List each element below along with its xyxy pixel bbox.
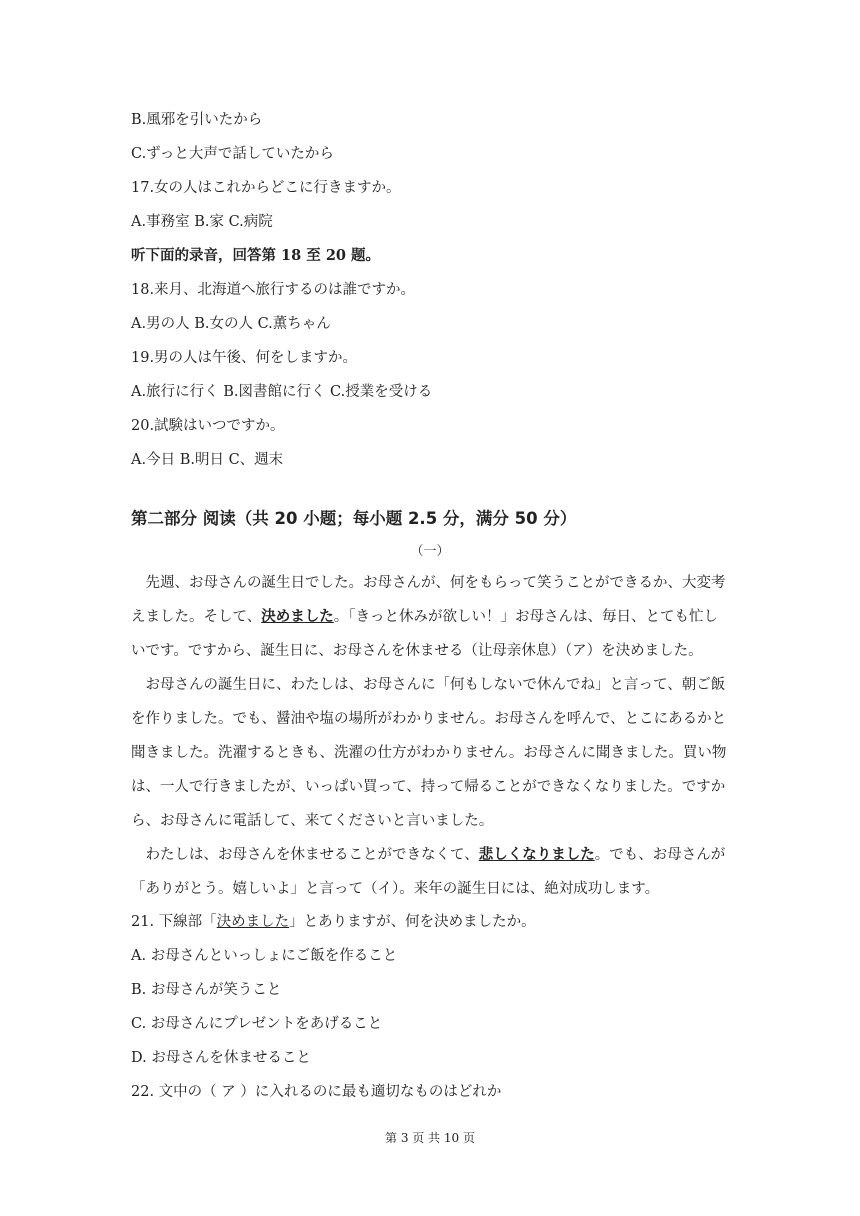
p3-text-c: 。でも、お母さんが「ありがとう。嬉しいよ」と言って（イ）。来年の誕生日には、絶対成功します。	[131, 847, 726, 897]
listening-instruction: 听下面的录音，回答第 18 至 20 题。	[131, 247, 381, 264]
p3-text-a: わたしは、お母さんを休ませることができなくて、	[145, 847, 479, 863]
p1-underlined: 決めました	[261, 608, 334, 625]
q19-question: 19.男の人は午後、何をしますか。	[131, 350, 358, 366]
p1-text-c: 。「きっと休みが欲しい！」お母さんは、毎日、とても忙しいです。ですから、誕生日に、お母さんを休ませる（让母亲休息）（ア）を決めました。	[131, 609, 718, 659]
q16-option-c: C.ずっと大声で話していたから	[131, 146, 334, 162]
p3-underlined: 悲しくなりました	[478, 846, 595, 863]
q19-options: A.旅行に行く B.図書館に行く C.授業を受ける	[131, 384, 433, 400]
q21-option-b: B. お母さんが笑うこと	[131, 982, 282, 998]
q18-question: 18.来月、北海道へ旅行するのは誰ですか。	[131, 282, 416, 298]
q18-options: A.男の人 B.女の人 C.薫ちゃん	[131, 316, 331, 332]
page-footer: 第 3 页 共 10 页	[385, 1131, 475, 1145]
q20-options: A.今日 B.明日 C、週末	[131, 452, 284, 468]
passage-number: （一）	[410, 544, 450, 559]
q20-question: 20.試験はいつですか。	[131, 418, 285, 434]
q21-option-d: D. お母さんを休ませること	[131, 1050, 311, 1066]
passage-paragraph-2	[131, 668, 731, 838]
q17-question: 17.女の人はこれからどこに行きますか。	[131, 180, 401, 196]
p1-text-a: 先週、お母さんの誕生日でした。お母さんが、何をもらって笑うことができるか、大変考えました。そして、	[131, 575, 726, 625]
p2-text: お母さんの誕生日に、わたしは、お母さんに「何もしないで休んでね」と言って、朝ご飯を作りました。でも、醤油や塩の場所がわかりません。お母さんを呼んで、とこにあるかと聞きました。洗濯するときも、洗濯の仕方がわかりません。お母さんに聞きました。買い物は、一人で行きましたが、いっぱい買って、持って帰ることができなくなりました。ですから、お母さんに電話して、来てくださいと言いました。	[131, 677, 727, 829]
q22-question: 22. 文中の（ ア ）に入れるのに最も適切なものはどれか	[131, 1084, 502, 1100]
q21-text-a: 21. 下線部「	[131, 914, 217, 930]
passage-paragraph-3	[131, 838, 731, 906]
q16-option-b: B.風邪を引いたから	[131, 112, 263, 128]
q21-text-c: 」とありますが、何を決めましたか。	[289, 914, 536, 930]
q21-underlined: 決めました	[216, 914, 290, 930]
q21-option-c: C. お母さんにプレゼントをあげること	[131, 1016, 383, 1032]
q21-option-a: A. お母さんといっしょにご飯を作ること	[131, 948, 398, 964]
q17-options: A.事務室 B.家 C.病院	[131, 214, 273, 230]
q21-question	[131, 912, 536, 932]
passage-paragraph-1	[131, 566, 731, 668]
section-title-reading: 第二部分 阅读（共 20 小题；每小题 2.5 分，满分 50 分）	[131, 509, 577, 528]
